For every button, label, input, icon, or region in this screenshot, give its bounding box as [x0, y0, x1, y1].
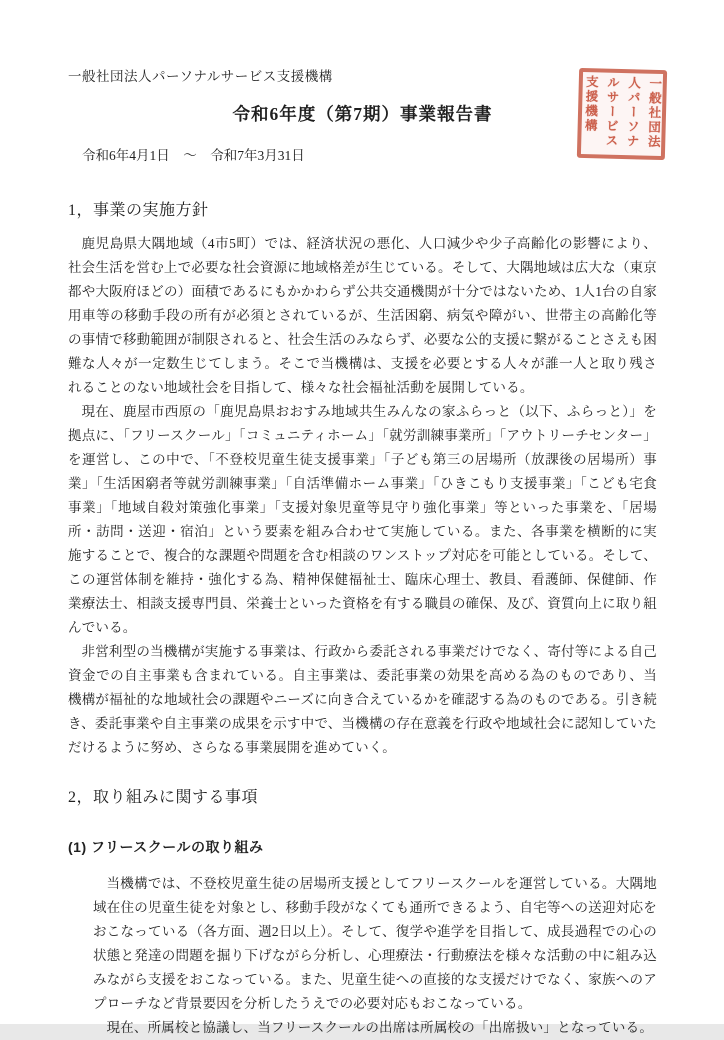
- seal-text-column: ルサービス: [603, 75, 620, 149]
- seal-text-column: 人パーソナ: [624, 76, 641, 149]
- subsection-1-paragraph-2: 現在、所属校と協議し、当フリースクールの出席は所属校の「出席扱い」となっている。: [106, 1020, 654, 1035]
- section-2-heading: 2，取り組みに関する事項: [68, 789, 259, 806]
- report-period: 令和6年4月1日 ～ 令和7年3月31日: [82, 148, 305, 163]
- section-1-paragraph-2: 現在、鹿屋市西原の「鹿児島県おおすみ地域共生みんなの家ふらっと（以下、ふらっと）」を拠点に、「フリースクール」「コミュニティホーム」「就労訓練事業所」「アウトリーチセンター」を運営し、この中で、「不登校児童生徒支援事業」「子ども第三の居場所（放課後の居場所）事業」「生活困窮者等就労訓練事業」「自活準備ホーム事業」「ひきこもり支援事業」「こども宅食事業」「地域自殺対策強化事業」「支援対象児童等見守り強化事業」等といった事業を、「居場所・訪問・送迎・宿泊」という要素を組み合わせて実施している。また、各事業を横断的に実施することで、複合的な課題や問題を含む相談のワンストップ対応を可能としている。そして、この運営体制を維持・強化する為、精神保健福祉士、臨床心理士、教員、看護師、保健師、作業療法士、相談支援専門員、栄養士といった資格を有する職員の確保、及び、資質向上に取り組んでいる。: [68, 404, 657, 635]
- section-1-paragraph-1: 鹿児島県大隅地域（4市5町）では、経済状況の悪化、人口減少や少子高齢化の影響により、社会生活を営む上で必要な社会資源に地域格差が生じている。そして、大隅地域は広大な（東京都や大阪府ほどの）面積であるにもかかわらず公共交通機関が十分ではないため、1人1台の自家用車等の移動手段の所有が必須とされているが、生活困窮、病気や障がい、世帯主の高齢化等の事情で移動範囲が制限されると、社会生活のみならず、必要な公的支援に繋がることさえも困難な人々が一定数生じてしまう。そこで当機構は、支援を必要とする人々が誰一人と取り残されることのない地域社会を目指して、様々な社会福祉活動を展開している。: [68, 236, 657, 395]
- subsection-1-paragraph-1: 当機構では、不登校児童生徒の居場所支援としてフリースクールを運営している。大隅地域在住の児童生徒を対象とし、移動手段がなくても通所できるよう、自宅等への送迎対応をおこなっている（各方面、週2日以上）。そして、復学や進学を目指して、成長過程での心の状態と発達の問題を掘り下げながら分析し、心理療法・行動療法を様々な活動の中に組み込みながら支援をおこなっている。また、児童生徒への直接的な支援だけでなく、家族へのアプローチなど背景要因を分析したうえでの必要対応もおこなっている。: [93, 876, 657, 1011]
- section-1-heading: 1，事業の実施方針: [68, 202, 209, 219]
- subsection-1-heading: (1) フリースクールの取り組み: [68, 839, 264, 855]
- report-title: 令和6年度（第7期）事業報告書: [232, 104, 493, 124]
- section-1-paragraph-3: 非営利型の当機構が実施する事業は、行政から委託される事業だけでなく、寄付等による自己資金での自主事業も含まれている。自主事業は、委託事業の効果を高める為のものであり、当機構が福祉的な地域社会の課題やニーズに向き合えているかを確認する為のものである。引き続き、委託事業や自主事業の成果を示す中で、当機構の存在意義を行政や地域社会に認知していただけるように努め、さらなる事業展開を進めていく。: [68, 644, 657, 755]
- seal-text-column: 支援機構: [582, 75, 599, 134]
- seal-text-column: 一般社団法: [646, 76, 662, 150]
- organization-name: 一般社団法人パーソナルサービス支援機構: [68, 69, 333, 84]
- subsection-1-body: [93, 872, 657, 1040]
- section-1-body: [68, 232, 657, 760]
